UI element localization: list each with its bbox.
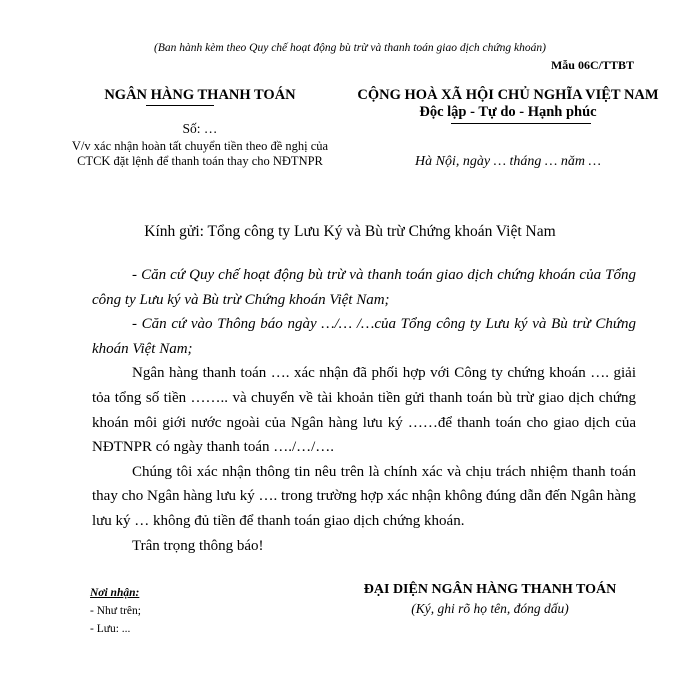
document-body	[92, 263, 636, 558]
recipients-block	[90, 584, 290, 638]
motto-underline	[451, 123, 591, 124]
recipients-label: Nơi nhận:	[90, 587, 140, 599]
recipient-item: - Lưu: ...	[90, 623, 131, 635]
national-motto: Độc lập - Tự do - Hạnh phúc	[419, 104, 597, 120]
bank-name-underline	[146, 105, 214, 106]
closing-line: Trân trọng thông báo!	[132, 537, 264, 554]
responsibility-paragraph: Chúng tôi xác nhận thông tin nêu trên là chính xác và chịu trách nhiệm thanh toán thay cho Ngân hàng lưu ký …. trong trường hợp xác nhận không đúng dẫn đến Ngân hàng lưu ký … không đủ tiền để thanh toán giao dịch chứng khoán.	[92, 463, 636, 529]
recipient-item: - Như trên;	[90, 605, 141, 617]
document-number: Số: …	[182, 121, 218, 136]
addressee: Kính gửi: Tổng công ty Lưu Ký và Bù trừ Chứng khoán Việt Nam	[144, 223, 556, 240]
form-code: Mẫu 06C/TTBT	[550, 58, 634, 72]
place-date: Hà Nội, ngày … tháng … năm …	[415, 154, 601, 169]
bank-name: NGÂN HÀNG THANH TOÁN	[104, 87, 296, 103]
legal-basis-1: - Căn cứ Quy chế hoạt động bù trừ và thanh toán giao dịch chứng khoán của Tổng công ty Lưu ký và Bù trừ Chứng khoán Việt Nam;	[92, 267, 636, 308]
issuance-note: (Ban hành kèm theo Quy chế hoạt động bù trừ và thanh toán giao dịch chứng khoán)	[154, 42, 546, 54]
signature-title: ĐẠI DIỆN NGÂN HÀNG THANH TOÁN	[363, 582, 617, 597]
national-title: CỘNG HOÀ XÃ HỘI CHỦ NGHĨA VIỆT NAM	[357, 87, 659, 103]
confirmation-paragraph: Ngân hàng thanh toán …. xác nhận đã phối hợp với Công ty chứng khoán …. giải tỏa tổng số tiền …….. và chuyển về tài khoản tiền gửi thanh toán bù trừ giao dịch chứng khoán môi giới nước ngoài của Ngân hàng lưu ký ……để thanh toán cho giao dịch của NĐTNPR có ngày thanh toán …./…/….	[92, 365, 636, 456]
signature-note: (Ký, ghi rõ họ tên, đóng dấu)	[411, 601, 569, 616]
legal-basis-2: - Căn cứ vào Thông báo ngày …/… /…của Tổng công ty Lưu ký và Bù trừ Chứng khoán Việt Nam;	[92, 316, 636, 357]
document-subject: V/v xác nhận hoàn tất chuyển tiền theo đề nghị của CTCK đặt lệnh để thanh toán thay cho NĐTNPR	[71, 139, 329, 168]
